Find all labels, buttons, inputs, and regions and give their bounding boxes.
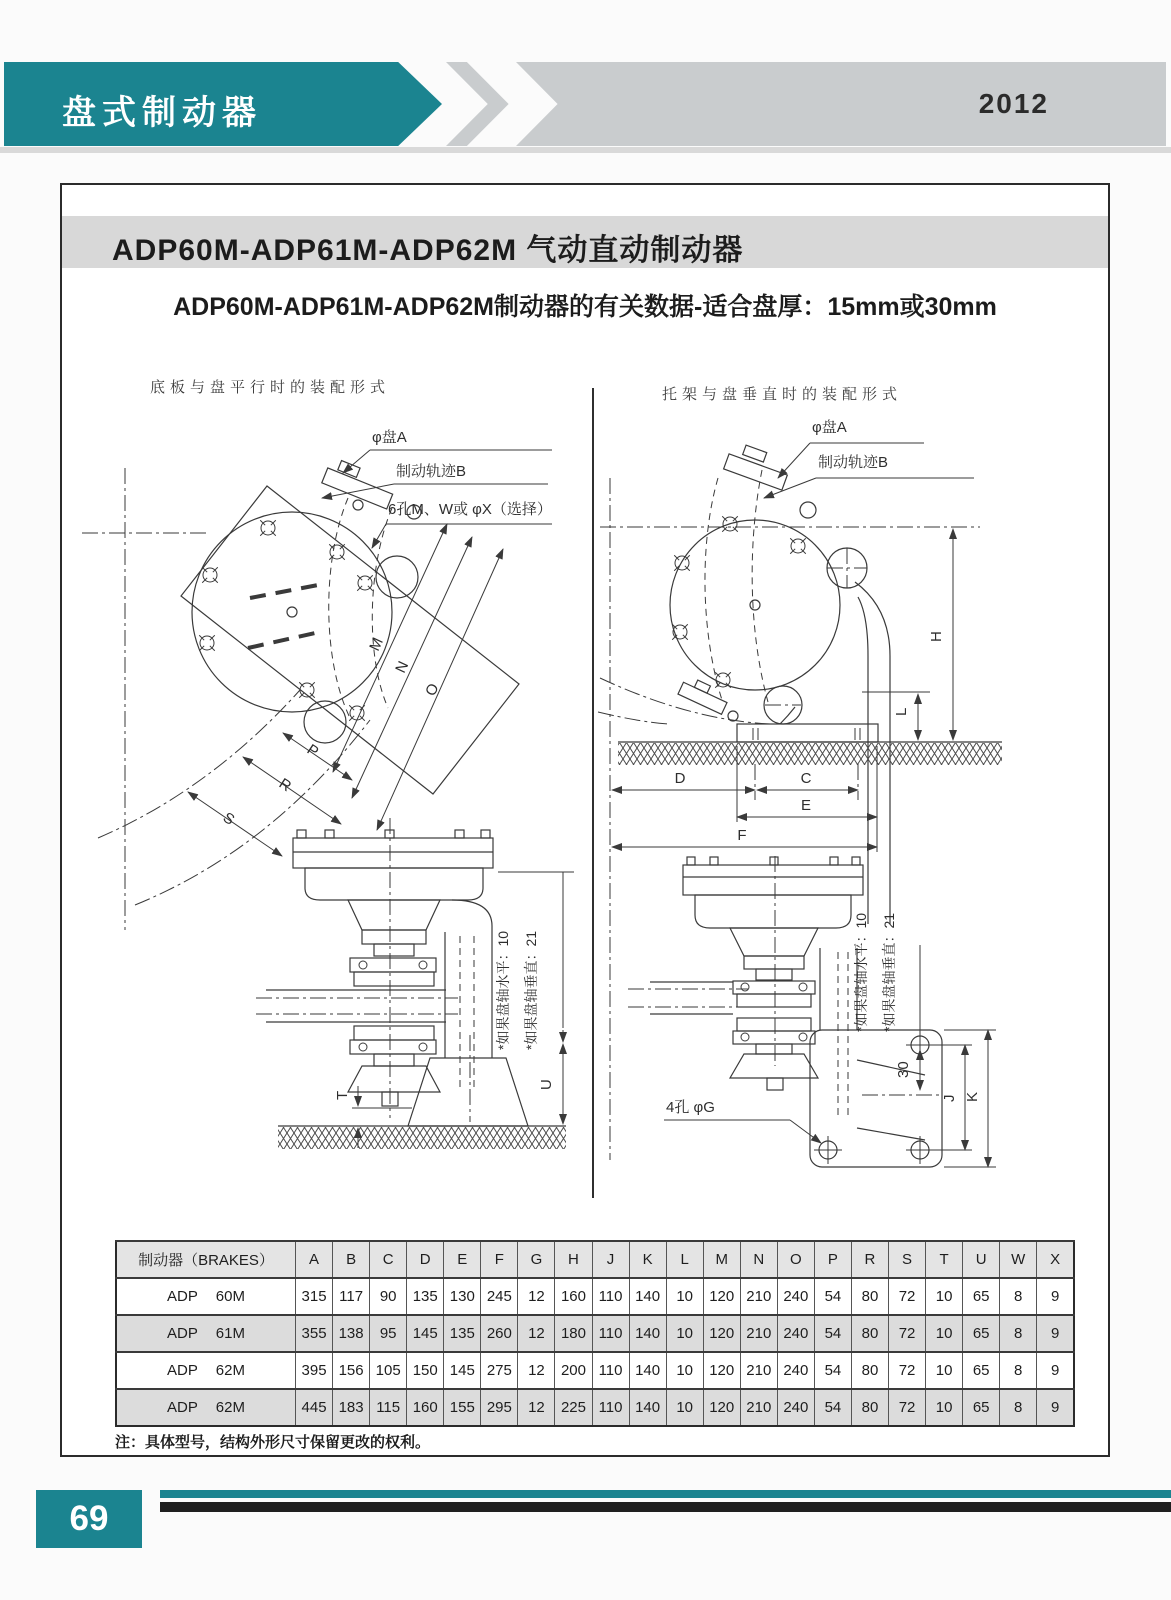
value-cell: 135 — [444, 1315, 481, 1352]
right-leader-holes-label: 4孔 φG — [666, 1099, 715, 1116]
left-side-drawing — [256, 818, 574, 1149]
value-cell: 10 — [666, 1278, 703, 1315]
value-cell: 54 — [814, 1315, 851, 1352]
column-header: D — [407, 1241, 444, 1278]
table-row — [116, 1352, 1074, 1389]
left-leader-disc-label: φ盘A — [372, 429, 407, 446]
value-cell: 150 — [407, 1352, 444, 1389]
table-row — [116, 1315, 1074, 1352]
value-cell: 315 — [296, 1278, 333, 1315]
value-cell: 210 — [740, 1315, 777, 1352]
column-header: C — [370, 1241, 407, 1278]
value-cell: 355 — [296, 1315, 333, 1352]
value-cell: 140 — [629, 1389, 666, 1426]
left-plan-drawing — [82, 429, 552, 930]
value-cell: 10 — [926, 1278, 963, 1315]
value-cell: 110 — [592, 1278, 629, 1315]
dim-C: C — [800, 770, 812, 787]
column-header: B — [333, 1241, 370, 1278]
table-row — [116, 1389, 1074, 1426]
dim-D: D — [674, 770, 686, 787]
column-header: O — [777, 1241, 814, 1278]
value-cell: 65 — [963, 1352, 1000, 1389]
table-row — [116, 1278, 1074, 1315]
value-cell: 10 — [666, 1389, 703, 1426]
left-leader-holes-label: 6孔M、W或 φX（选择） — [388, 501, 552, 518]
value-cell: 110 — [592, 1352, 629, 1389]
value-cell: 90 — [370, 1278, 407, 1315]
value-cell: 54 — [814, 1389, 851, 1426]
model-cell: ADP 60M — [116, 1278, 296, 1315]
left-note-vertical: *如果盘轴垂直：21 — [523, 930, 539, 1050]
column-header: H — [555, 1241, 592, 1278]
table-header-row — [116, 1241, 1074, 1278]
header-gray-band — [516, 62, 1166, 146]
value-cell: 105 — [370, 1352, 407, 1389]
dim-F: F — [737, 827, 747, 844]
dim-P: P — [303, 741, 322, 761]
value-cell: 72 — [889, 1389, 926, 1426]
value-cell: 9 — [1037, 1278, 1074, 1315]
value-cell: 65 — [963, 1278, 1000, 1315]
value-cell: 10 — [666, 1352, 703, 1389]
value-cell: 80 — [851, 1389, 888, 1426]
model-cell: ADP 62M — [116, 1389, 296, 1426]
dim-M: M — [366, 635, 387, 654]
value-cell: 135 — [407, 1278, 444, 1315]
value-cell: 117 — [333, 1278, 370, 1315]
value-cell: 145 — [407, 1315, 444, 1352]
column-header: K — [629, 1241, 666, 1278]
column-header: R — [851, 1241, 888, 1278]
value-cell: 9 — [1037, 1352, 1074, 1389]
value-cell: 260 — [481, 1315, 518, 1352]
value-cell: 10 — [666, 1315, 703, 1352]
value-cell: 12 — [518, 1278, 555, 1315]
value-cell: 180 — [555, 1315, 592, 1352]
left-note-horizontal: *如果盘轴水平：10 — [495, 930, 511, 1050]
value-cell: 240 — [777, 1315, 814, 1352]
value-cell: 200 — [555, 1352, 592, 1389]
value-cell: 140 — [629, 1352, 666, 1389]
footer-black-bar — [160, 1502, 1171, 1512]
year-label: 2012 — [978, 88, 1049, 119]
column-header: W — [1000, 1241, 1037, 1278]
value-cell: 210 — [740, 1389, 777, 1426]
value-cell: 72 — [889, 1352, 926, 1389]
value-cell: 12 — [518, 1315, 555, 1352]
value-cell: 80 — [851, 1315, 888, 1352]
right-drawing-title: 托架与盘垂直时的装配形式 — [662, 386, 903, 403]
column-header: X — [1037, 1241, 1074, 1278]
footer-teal-bar — [160, 1490, 1171, 1498]
value-cell: 54 — [814, 1278, 851, 1315]
column-header: P — [814, 1241, 851, 1278]
column-header: S — [889, 1241, 926, 1278]
column-header: F — [481, 1241, 518, 1278]
header-divider — [0, 147, 1171, 153]
column-header: N — [740, 1241, 777, 1278]
value-cell: 140 — [629, 1278, 666, 1315]
brakes-column-header: 制动器（BRAKES） — [116, 1241, 296, 1278]
value-cell: 120 — [703, 1352, 740, 1389]
column-header: J — [592, 1241, 629, 1278]
value-cell: 120 — [703, 1389, 740, 1426]
value-cell: 8 — [1000, 1389, 1037, 1426]
value-cell: 8 — [1000, 1315, 1037, 1352]
model-cell: ADP 61M — [116, 1315, 296, 1352]
value-cell: 225 — [555, 1389, 592, 1426]
column-header: L — [666, 1241, 703, 1278]
value-cell: 80 — [851, 1278, 888, 1315]
value-cell: 80 — [851, 1352, 888, 1389]
value-cell: 72 — [889, 1278, 926, 1315]
column-header: A — [296, 1241, 333, 1278]
value-cell: 120 — [703, 1315, 740, 1352]
dim-S: S — [219, 809, 238, 829]
column-header: U — [963, 1241, 1000, 1278]
value-cell: 245 — [481, 1278, 518, 1315]
value-cell: 65 — [963, 1389, 1000, 1426]
value-cell: 160 — [555, 1278, 592, 1315]
technical-drawings — [60, 355, 1108, 1200]
section-subtitle: ADP60M-ADP61M-ADP62M制动器的有关数据-适合盘厚：15mm或30mm — [173, 293, 997, 321]
value-cell: 9 — [1037, 1389, 1074, 1426]
dim-T: T — [334, 1090, 351, 1100]
value-cell: 445 — [296, 1389, 333, 1426]
column-header: G — [518, 1241, 555, 1278]
dim-N: N — [392, 658, 413, 676]
value-cell: 8 — [1000, 1352, 1037, 1389]
dim-O: O — [422, 680, 443, 699]
column-header: M — [703, 1241, 740, 1278]
table-note: 注：具体型号，结构外形尺寸保留更改的权利。 — [115, 1434, 431, 1451]
value-cell: 275 — [481, 1352, 518, 1389]
model-cell: ADP 62M — [116, 1352, 296, 1389]
value-cell: 183 — [333, 1389, 370, 1426]
value-cell: 130 — [444, 1278, 481, 1315]
value-cell: 10 — [926, 1389, 963, 1426]
right-note-vertical: *如果盘轴垂直：21 — [881, 912, 897, 1032]
value-cell: 295 — [481, 1389, 518, 1426]
value-cell: 54 — [814, 1352, 851, 1389]
page-number-badge: 69 — [36, 1490, 142, 1548]
value-cell: 160 — [407, 1389, 444, 1426]
dimension-table — [115, 1240, 1075, 1427]
value-cell: 210 — [740, 1352, 777, 1389]
brand-title: 盘式制动器 — [62, 94, 262, 132]
right-bracket-drawing — [628, 856, 996, 1167]
dim-R: R — [275, 775, 295, 796]
dim-30: 30 — [895, 1061, 912, 1078]
left-leader-track-label: 制动轨迹B — [396, 463, 467, 480]
value-cell: 110 — [592, 1389, 629, 1426]
value-cell: 210 — [740, 1278, 777, 1315]
dim-H: H — [928, 631, 945, 642]
value-cell: 120 — [703, 1278, 740, 1315]
section-title: ADP60M-ADP61M-ADP62M 气动直动制动器 — [112, 234, 744, 267]
right-note-horizontal: *如果盘轴水平：10 — [853, 912, 869, 1032]
value-cell: 72 — [889, 1315, 926, 1352]
dim-K: K — [964, 1091, 981, 1102]
value-cell: 10 — [926, 1352, 963, 1389]
dim-J: J — [941, 1094, 958, 1102]
value-cell: 155 — [444, 1389, 481, 1426]
column-header: T — [926, 1241, 963, 1278]
value-cell: 240 — [777, 1278, 814, 1315]
value-cell: 145 — [444, 1352, 481, 1389]
value-cell: 95 — [370, 1315, 407, 1352]
value-cell: 12 — [518, 1389, 555, 1426]
column-header: E — [444, 1241, 481, 1278]
value-cell: 65 — [963, 1315, 1000, 1352]
value-cell: 10 — [926, 1315, 963, 1352]
value-cell: 140 — [629, 1315, 666, 1352]
value-cell: 395 — [296, 1352, 333, 1389]
dim-L: L — [893, 707, 910, 716]
value-cell: 8 — [1000, 1278, 1037, 1315]
value-cell: 240 — [777, 1352, 814, 1389]
right-leader-track-label: 制动轨迹B — [818, 454, 889, 471]
value-cell: 12 — [518, 1352, 555, 1389]
right-leader-disc-label: φ盘A — [812, 419, 847, 436]
dim-U: U — [538, 1079, 555, 1090]
value-cell: 110 — [592, 1315, 629, 1352]
value-cell: 9 — [1037, 1315, 1074, 1352]
value-cell: 115 — [370, 1389, 407, 1426]
left-drawing-title: 底板与盘平行时的装配形式 — [150, 379, 391, 396]
value-cell: 240 — [777, 1389, 814, 1426]
dim-E: E — [800, 797, 812, 814]
value-cell: 138 — [333, 1315, 370, 1352]
value-cell: 156 — [333, 1352, 370, 1389]
